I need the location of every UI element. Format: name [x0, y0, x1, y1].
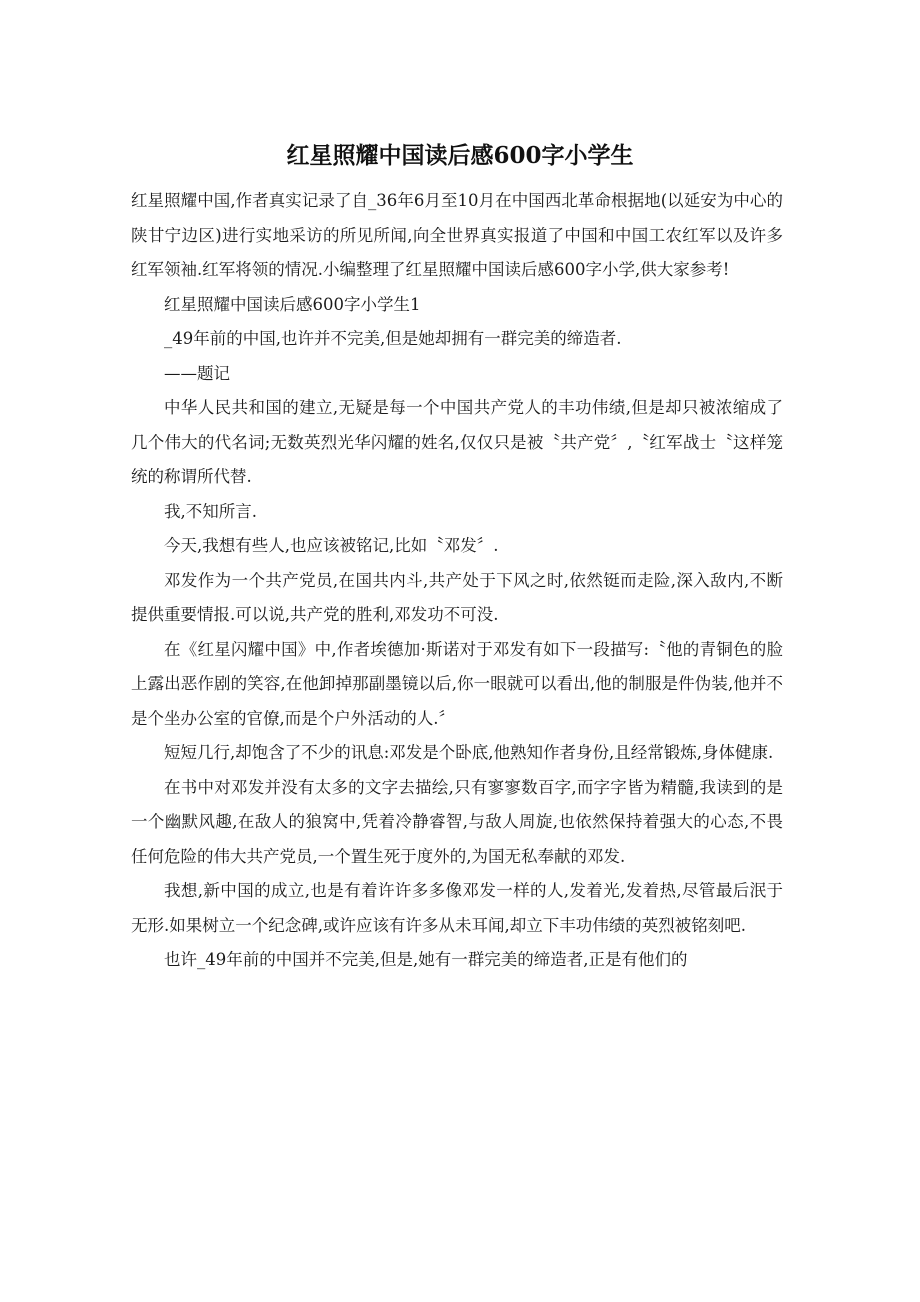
document-body — [131, 184, 783, 978]
paragraph: 在《红星闪耀中国》中,作者埃德加·斯诺对于邓发有如下一段描写:〝他的青铜色的脸上露出恶作剧的笑容,在他卸掉那副墨镜以后,你一眼就可以看出,他的制服是件伪装,他并不是个坐办公室的官僚,而是个户外活动的人.〞 — [131, 639, 783, 728]
paragraph: 我,不知所言. — [164, 501, 257, 521]
paragraph: 短短几行,却饱含了不少的讯息:邓发是个卧底,他熟知作者身份,且经常锻炼,身体健康. — [164, 743, 774, 762]
paragraph: 中华人民共和国的建立,无疑是每一个中国共产党人的丰功伟绩,但是却只被浓缩成了几个伟大的代名词;无数英烈光华闪耀的姓名,仅仅只是被〝共产党〞,〝红军战士〝这样笼统的称谓所代替. — [131, 398, 783, 486]
paragraph: 我想,新中国的成立,也是有着许许多多像邓发一样的人,发着光,发着热,尽管最后泯于无形.如果树立一个纪念碑,或许应该有许多从未耳闻,却立下丰功伟绩的英烈被铭刻吧. — [131, 881, 783, 935]
paragraph: _49年前的中国,也许并不完美,但是她却拥有一群完美的缔造者. — [164, 329, 622, 348]
paragraph: 红星照耀中国读后感600字小学生1 — [164, 294, 421, 314]
paragraph: 也许_49年前的中国并不完美,但是,她有一群完美的缔造者,正是有他们的 — [164, 950, 688, 969]
paragraph: ——题记 — [164, 363, 230, 383]
document-title: 红星照耀中国读后感600字小学生 — [286, 142, 634, 169]
paragraph: 在书中对邓发并没有太多的文字去描绘,只有寥寥数百字,而字字皆为精髓,我读到的是一个幽默风趣,在敌人的狼窝中,凭着冷静睿智,与敌人周旋,也依然保持着强大的心态,不畏任何危险的伟大共产党员,一个置生死于度外的,为国无私奉献的邓发. — [131, 777, 783, 866]
paragraph: 今天,我想有些人,也应该被铭记,比如〝邓发〞. — [164, 536, 499, 555]
paragraph: 邓发作为一个共产党员,在国共内斗,共产处于下风之时,依然铤而走险,深入敌内,不断提供重要情报.可以说,共产党的胜利,邓发功不可没. — [131, 570, 783, 624]
paragraph: 红星照耀中国,作者真实记录了自_36年6月至10月在中国西北革命根据地(以延安为中心的陕甘宁边区)进行实地采访的所见所闻,向全世界真实报道了中国和中国工农红军以及许多红军领袖.红军将领的情况.小编整理了红星照耀中国读后感600字小学,供大家参考! — [131, 191, 783, 279]
